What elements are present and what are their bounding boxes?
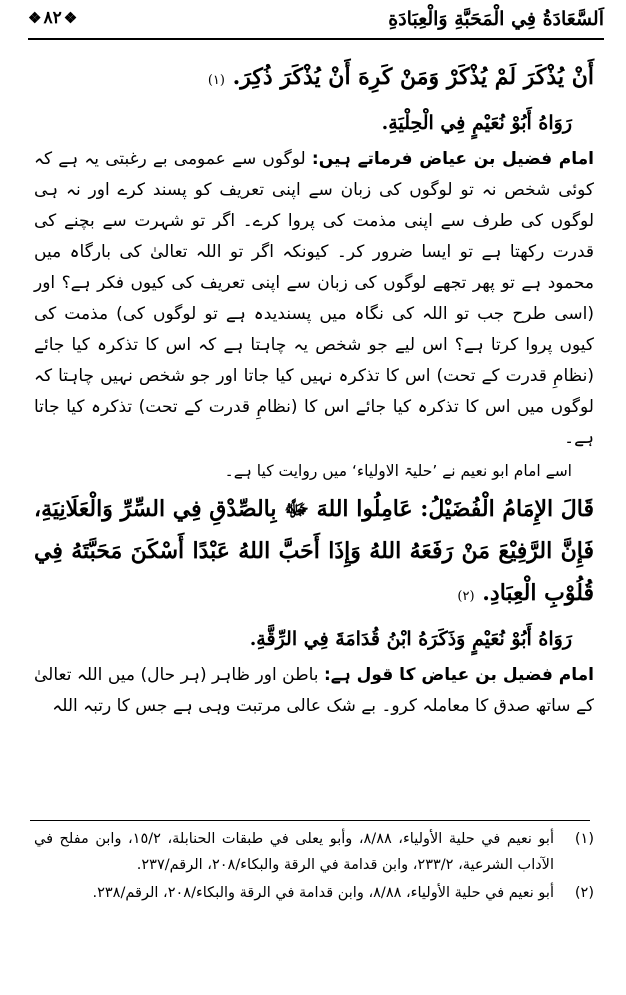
- urdu-paragraph-2-text: باطن اور ظاہر (ہر حال) میں اللہ تعالیٰ کے ساتھ صدق کا معاملہ کرو۔ بے شک عالی مرتبت وہی ہے جس کا رتبہ اللہ: [34, 665, 594, 716]
- footnote-text: أبو نعيم في حلية الأولياء، ٨/٨٨، وأبو يعلى في طبقات الحنابلة، ١٥/٢، وابن مفلح في الآداب الشرعية، ٢٣٣/٢، وابن قدامة في الرقة والبكاء/٢٠٨، الرقم/٢٣٧.: [34, 831, 554, 873]
- page-header: [28, 6, 604, 40]
- footnote-ref-2: (٢): [457, 589, 475, 604]
- urdu-paragraph-1: [34, 144, 594, 454]
- footnotes: [34, 826, 594, 908]
- arabic-paragraph-2: [34, 488, 594, 618]
- arabic-line-1: [34, 56, 594, 102]
- footnote-number: (٢): [574, 885, 594, 901]
- footnote-1: [34, 826, 594, 878]
- urdu-narration-1: اسے امام ابو نعیم نے ’حلیۃ الاولیاء‘ میں روایت کیا ہے۔: [224, 462, 572, 480]
- narration-2: رَوَاهُ أَبُوْ نُعَيْمٍ وَذَكَرَهُ ابْنُ قُدَامَةَ فِي الرِّقَّةِ.: [249, 628, 572, 650]
- arabic-paragraph-2-text: قَالَ الإِمَامُ الْفُضَيْلُ: عَامِلُوا اللهَ ﷻ بِالصِّدْقِ فِي السِّرِّ وَالْعَلَانِيَةِ، فَإِنَّ الرَّفِيْعَ مَنْ رَفَعَهُ اللهُ وَإِذَا أَحَبَّ اللهُ عَبْدًا أَسْكَنَ مَحَبَّتَهُ فِي قُلُوْبِ الْعِبَادِ.: [34, 496, 594, 606]
- footnote-2: [34, 880, 594, 906]
- page-number-value: ٨٢: [43, 8, 62, 28]
- page-number: [28, 8, 77, 28]
- footnote-text: أبو نعيم في حلية الأولياء، ٨/٨٨، وابن قدامة في الرقة والبكاء/٢٠٨، الرقم/٢٣٨.: [92, 885, 554, 901]
- ornament-right-icon: ❖: [63, 9, 78, 27]
- page-body: [34, 56, 594, 722]
- narration-1: رَوَاهُ أَبُوْ نُعَيْمٍ فِي الْحِلْيَةِ.: [381, 112, 572, 134]
- urdu-paragraph-1-lead: امام فضیل بن عیاض فرماتے ہیں:: [311, 149, 594, 169]
- urdu-paragraph-2-lead: امام فضیل بن عیاض کا قول ہے:: [323, 665, 594, 685]
- header-rule: [28, 38, 604, 40]
- running-title: اَلسَّعَادَةُ فِي الْمَحَبَّةِ وَالْعِبَادَةِ: [388, 8, 604, 30]
- footnote-rule: [30, 820, 590, 821]
- footnote-number: (١): [574, 831, 594, 847]
- urdu-paragraph-2: [34, 660, 594, 722]
- urdu-paragraph-1-text: لوگوں سے عمومی بے رغبتی یہ ہے کہ کوئی شخص نہ تو لوگوں کی زبان سے اپنی تعریف کو پسند کرے اور نہ ہی لوگوں کی طرف سے اپنی مذمت کی پروا کرے۔ اگر تو شہرت سے بچنے کی قدرت رکھتا ہے تو ایسا ضرور کر۔ کیونکہ اگر تو اللہ تعالیٰ کی بارگاہ میں محمود ہے تو پھر تجھے لوگوں کی زبان سے اپنی تعریف کی کیوں فکر ہے؟ اور (اسی طرح جب تو اللہ کی نگاہ میں پسندیدہ ہے تو لوگوں کی) مذمت کی کیوں پروا کرتا ہے؟ اس لیے جو شخص یہ چاہتا ہے کہ اس کا تذکرہ کیا جائے (نظامِ قدرت کے تحت) اس کا تذکرہ نہیں کیا جاتا اور جو شخص نہیں چاہتا کہ لوگوں میں اس کا تذکرہ کیا جائے اس کا (نظامِ قدرت کے تحت) تذکرہ کیا جاتا ہے۔: [34, 149, 594, 448]
- arabic-text: أَنْ يُذْكَرَ لَمْ يُذْكَرْ وَمَنْ كَرِهَ أَنْ يُذْكَرَ ذُكِرَ.: [232, 64, 594, 90]
- ornament-left-icon: ❖: [28, 9, 42, 27]
- footnote-ref-1: (١): [207, 73, 225, 88]
